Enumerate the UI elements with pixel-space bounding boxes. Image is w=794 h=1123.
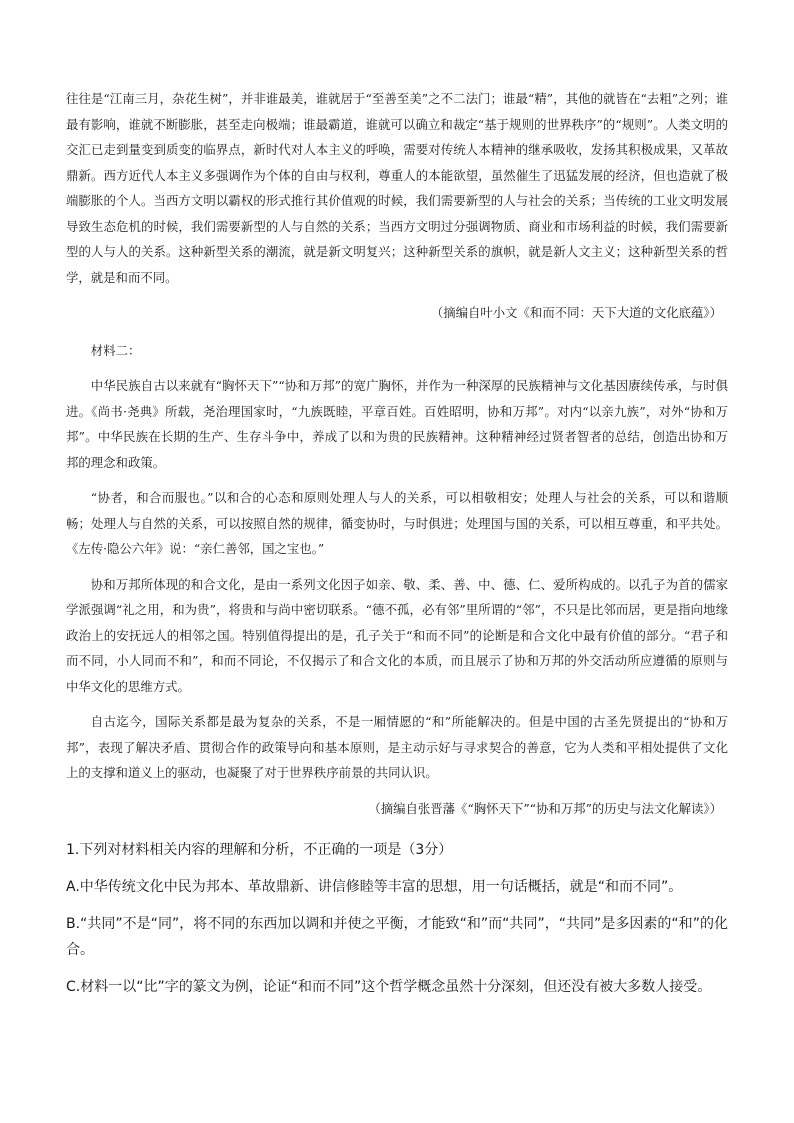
material-two-paragraph-2: “协者，和合而服也。”以和合的心态和原则处理人与人的关系，可以相敬相安；处理人与社会的关系，可以和谐顺畅；处理人与自然的关系，可以按照自然的规律，循变协时，与时俱进；处理国与国的关系，可以相互尊重，和平共处。《左传·隐公六年》说：“亲仁善邻，国之宝也。” xyxy=(66,490,728,556)
option-c: C.材料一以“比”字的篆文为例，论证“和而不同”这个哲学概念虽然十分深刻，但还没有被大多数人接受。 xyxy=(66,979,712,995)
material-two-source: （摘编自张晋藩《“胸怀天下”“协和万邦”的历史与法文化解读》） xyxy=(368,800,722,816)
material-two-paragraph-1: 中华民族自古以来就有“胸怀天下”“协和万邦”的宽广胸怀，并作为一种深厚的民族精神与文化基因赓续传承，与时俱进。《尚书·尧典》所载，尧治理国家时，“九族既睦，平章百姓。百姓昭明，协和万邦”。对内“以亲九族”，对外“协和万邦”。中华民族在长期的生产、生存斗争中，养成了以和为贵的民族精神。这种精神经过贤者智者的总结，创造出协和万邦的理念和政策。 xyxy=(66,378,728,470)
material-one-source: （摘编自叶小文《和而不同：天下大道的文化底蕴》） xyxy=(430,305,722,320)
material-two-paragraph-3: 协和万邦所体现的和合文化，是由一系列文化因子如亲、敬、柔、善、中、德、仁、爱所构成的。以孔子为首的儒家学派强调“礼之用，和为贵”，将贵和与尚中密切联系。“德不孤，必有邻”里所谓的“邻”，不只是比邻而居，更是指向地缘政治上的安抚远人的相邻之国。特别值得提出的是，孔子关于“和而不同”的论断是和合文化中最有价值的部分。“君子和而不同，小人同而不和”，和而不同论，不仅揭示了和合文化的本质，而且展示了协和万邦的外交活动所应遵循的原则与中华文化的思维方式。 xyxy=(66,576,728,694)
material-two-heading: 材料二： xyxy=(90,342,141,358)
material-two-paragraph-4: 自古迄今，国际关系都是最为复杂的关系，不是一厢情愿的“和”所能解决的。但是中国的古圣先贤提出的“协和万邦”，表现了解决矛盾、贯彻合作的政策导向和基本原则，是主动示好与寻求契合的善意，它为人类和平相处提供了文化上的支撑和道义上的驱动，也凝聚了对于世界秩序前景的共同认识。 xyxy=(66,714,728,780)
option-b: B.“共同”不是“同”，将不同的东西加以调和并使之平衡，才能致“和”而“共同”，“共同”是多因素的“和”的化合。 xyxy=(66,916,728,958)
option-a: A.中华传统文化中民为邦本、革故鼎新、讲信修睦等丰富的思想，用一句话概括，就是“和而不同”。 xyxy=(66,879,683,895)
material-one-paragraph: 往往是“江南三月，杂花生树”，并非谁最美，谁就居于“至善至美”之不二法门；谁最“精”，其他的就皆在“去粗”之列；谁最有影响，谁就不断膨胀，甚至走向极端；谁最霸道，谁就可以确立和裁定“基于规则的世界秩序”的“规则”。人类文明的交汇已走到量变到质变的临界点，新时代对人本主义的呼唤，需要对传统人本精神的继承吸收，发扬其积极成果，又革故鼎新。西方近代人本主义多强调作为个体的自由与权利，尊重人的本能欲望，虽然催生了迅猛发展的经济，但也造就了极端膨胀的个人。当西方文明以霸权的形式推行其价值观的时候，我们需要新型的人与社会的关系；当传统的工业文明发展导致生态危机的时候，我们需要新型的人与自然的关系；当西方文明过分强调物质、商业和市场利益的时候，我们需要新型的人与人的关系。这种新型关系的潮流，就是新文明复兴；这种新型关系的旗帜，就是新人文主义；这种新型关系的哲学，就是和而不同。 xyxy=(66,91,728,285)
exam-page xyxy=(66,86,728,1000)
question-stem: 1.下列对材料相关内容的理解和分析，不正确的一项是（3分） xyxy=(66,842,453,858)
